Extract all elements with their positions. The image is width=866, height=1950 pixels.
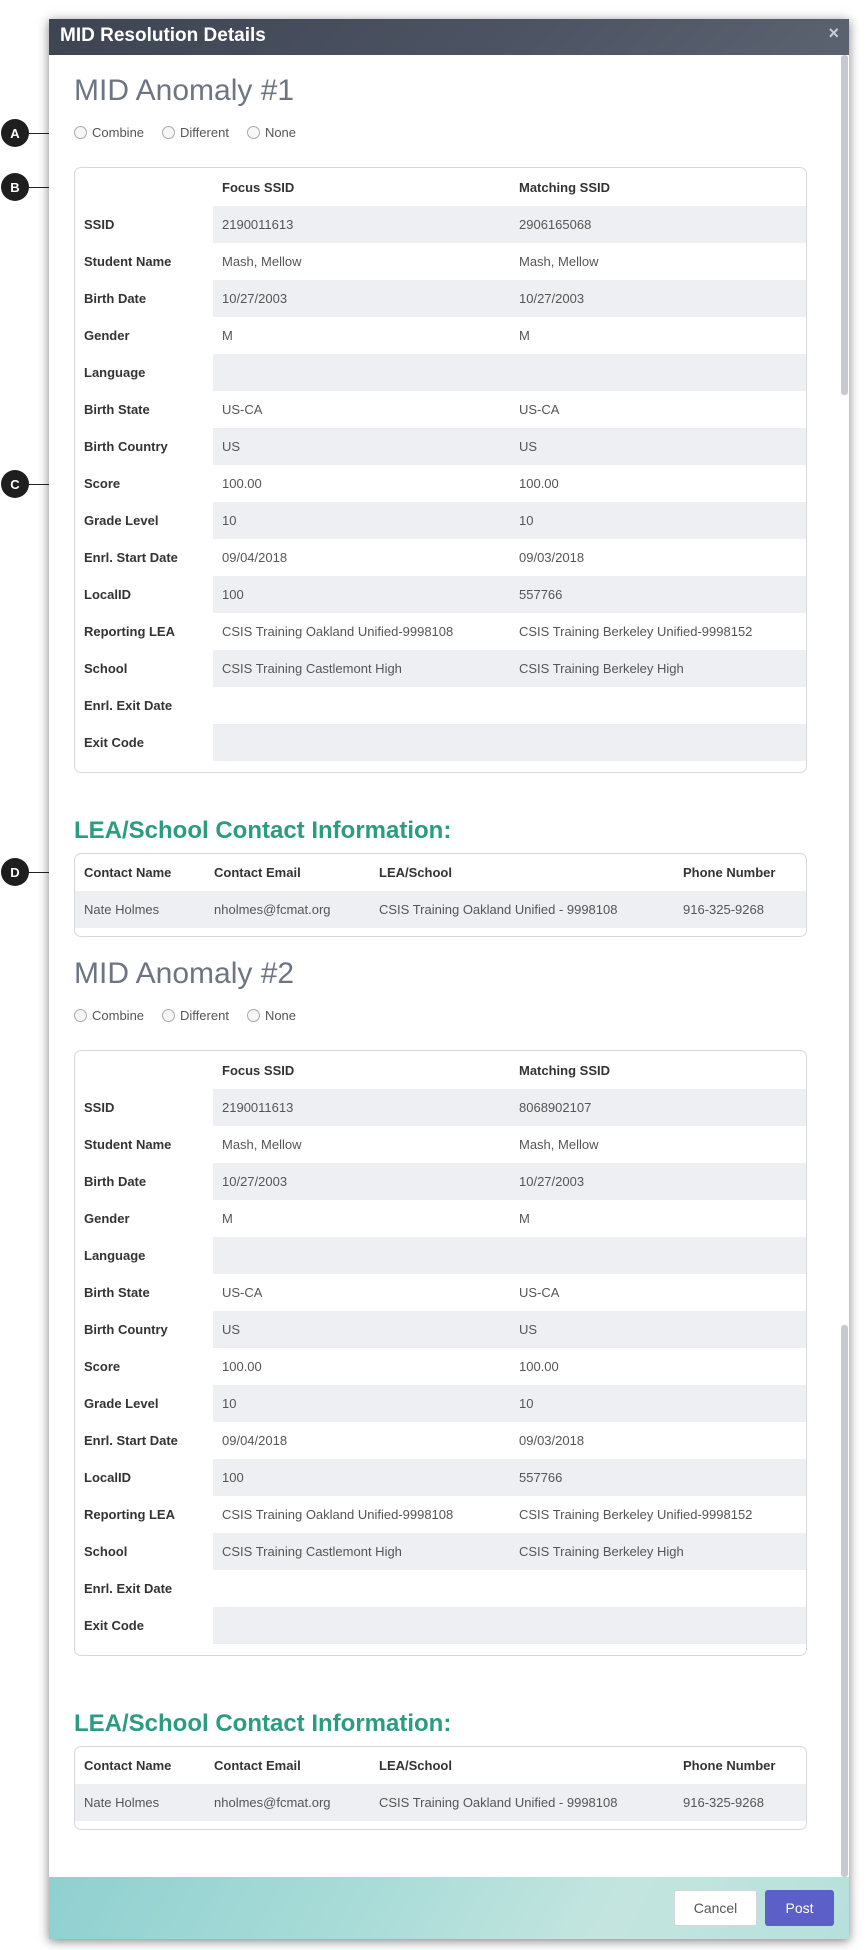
focus-value: 09/04/2018 <box>222 1433 288 1448</box>
table-row <box>75 1126 806 1163</box>
table-header-row <box>75 169 806 206</box>
matching-value <box>510 1570 806 1607</box>
row-label: Student Name <box>84 1137 172 1152</box>
row-label: Gender <box>84 1211 130 1226</box>
focus-value <box>213 1607 510 1644</box>
matching-value: 10/27/2003 <box>510 1163 806 1200</box>
table-row <box>75 1311 806 1348</box>
focus-value <box>213 687 510 724</box>
row-label: Birth State <box>84 402 150 417</box>
matching-value <box>510 354 806 391</box>
contact-lea-school: CSIS Training Oakland Unified - 9998108 <box>370 891 674 928</box>
anomaly-1-contact-title: LEA/School Contact Information: <box>74 817 452 844</box>
contact-email: nholmes@fcmat.org <box>205 891 370 928</box>
row-label: Birth Date <box>84 1174 147 1189</box>
table-row <box>75 354 806 391</box>
row-label: Birth Country <box>84 439 168 454</box>
radio-circle[interactable] <box>74 126 87 139</box>
matching-value: CSIS Training Berkeley High <box>510 1533 806 1570</box>
table-row <box>75 1163 806 1200</box>
contact-name-header: Contact Name <box>84 865 172 880</box>
radio-label: Different <box>180 125 229 140</box>
table-row <box>75 243 806 280</box>
focus-value: 100 <box>213 576 510 613</box>
table-row <box>75 1422 806 1459</box>
post-button[interactable]: Post <box>765 1890 834 1926</box>
close-icon[interactable]: × <box>828 23 839 43</box>
focus-value: US-CA <box>222 402 263 417</box>
row-label: Language <box>84 1248 146 1263</box>
matching-value: 100.00 <box>519 1359 559 1374</box>
matching-value: M <box>519 328 530 343</box>
matching-value: US <box>510 1311 806 1348</box>
focus-value: 10/27/2003 <box>213 280 510 317</box>
radio-circle[interactable] <box>247 1009 260 1022</box>
focus-value: 2190011613 <box>213 206 510 243</box>
focus-value <box>213 1570 510 1607</box>
matching-value: 557766 <box>510 1459 806 1496</box>
focus-value <box>213 1237 510 1274</box>
radio-combine[interactable] <box>74 125 144 140</box>
radio-different[interactable] <box>162 125 229 140</box>
table-row <box>75 1348 806 1385</box>
table-row <box>75 280 806 317</box>
table-row <box>75 687 806 724</box>
table-row <box>75 428 806 465</box>
table-row <box>75 317 806 354</box>
row-label: Enrl. Start Date <box>84 550 178 565</box>
radio-label: Combine <box>92 1008 145 1023</box>
scrollbar-thumb-top[interactable] <box>841 55 848 395</box>
focus-value: CSIS Training Oakland Unified-9998108 <box>222 624 454 639</box>
row-label: Reporting LEA <box>84 624 175 639</box>
focus-ssid-header: Focus SSID <box>222 180 295 195</box>
contact-email-header: Contact Email <box>214 865 301 880</box>
table-row <box>75 650 806 687</box>
matching-value: Mash, Mellow <box>519 254 599 269</box>
focus-value: 09/04/2018 <box>222 550 288 565</box>
row-label: Birth State <box>84 1285 150 1300</box>
row-label: LocalID <box>84 587 131 602</box>
table-row <box>75 1089 806 1126</box>
focus-value: Mash, Mellow <box>222 1137 302 1152</box>
matching-value <box>510 1607 806 1644</box>
table-row <box>75 1607 806 1644</box>
row-label: Reporting LEA <box>84 1507 175 1522</box>
radio-label: None <box>264 1008 297 1023</box>
anomaly-2-contact-table <box>75 1747 806 1821</box>
modal-title: MID Resolution Details <box>60 25 266 46</box>
anomaly-1-resolution-options <box>74 125 314 140</box>
matching-value: 10 <box>510 1385 806 1422</box>
row-label: LocalID <box>84 1470 131 1485</box>
row-label: Enrl. Start Date <box>84 1433 178 1448</box>
matching-value <box>510 1237 806 1274</box>
focus-value: 10 <box>213 502 510 539</box>
row-label: Score <box>84 1359 121 1374</box>
radio-different[interactable] <box>162 1008 229 1023</box>
focus-value: 10/27/2003 <box>213 1163 510 1200</box>
contact-row <box>75 891 806 928</box>
contact-email-header: Contact Email <box>214 1758 301 1773</box>
modal-footer <box>49 1877 849 1939</box>
matching-value: 09/03/2018 <box>519 1433 585 1448</box>
row-label: SSID <box>84 217 115 232</box>
focus-value: 100 <box>213 1459 510 1496</box>
anomaly-2-contact-title: LEA/School Contact Information: <box>74 1710 452 1737</box>
matching-value: 8068902107 <box>510 1089 806 1126</box>
matching-value: 09/03/2018 <box>519 550 585 565</box>
focus-value: CSIS Training Castlemont High <box>213 1533 510 1570</box>
matching-value: 10/27/2003 <box>510 280 806 317</box>
focus-value: 10 <box>213 1385 510 1422</box>
scrollbar-thumb-bottom[interactable] <box>841 1325 848 1877</box>
modal-header <box>49 19 849 55</box>
table-row <box>75 1459 806 1496</box>
matching-value: 557766 <box>510 576 806 613</box>
table-row <box>75 1200 806 1237</box>
matching-ssid-header: Matching SSID <box>519 1063 611 1078</box>
anomaly-2-resolution-options <box>74 1008 314 1023</box>
row-label: Student Name <box>84 254 172 269</box>
contact-phone: 916-325-9268 <box>674 1784 806 1821</box>
focus-value <box>213 724 510 761</box>
radio-circle[interactable] <box>162 126 175 139</box>
table-row <box>75 206 806 243</box>
matching-value: M <box>519 1211 530 1226</box>
radio-label: Different <box>180 1008 229 1023</box>
row-label: Enrl. Exit Date <box>84 1581 173 1596</box>
table-row <box>75 1237 806 1274</box>
focus-value: CSIS Training Castlemont High <box>213 650 510 687</box>
anomaly-1-contact-card <box>74 853 807 937</box>
focus-value: M <box>222 328 233 343</box>
callout-marker-b: B <box>1 173 29 201</box>
contact-name: Nate Holmes <box>75 891 205 928</box>
matching-value: US-CA <box>519 402 560 417</box>
radio-circle[interactable] <box>74 1009 87 1022</box>
anomaly-1-comparison-table <box>75 169 806 761</box>
lea-school-header: LEA/School <box>379 1758 452 1773</box>
matching-value <box>510 724 806 761</box>
table-row <box>75 1496 806 1533</box>
row-label: School <box>84 1544 128 1559</box>
contact-phone: 916-325-9268 <box>674 891 806 928</box>
label-column-header <box>75 1052 213 1089</box>
contact-header-row <box>75 854 806 891</box>
contact-lea-school: CSIS Training Oakland Unified - 9998108 <box>370 1784 674 1821</box>
anomaly-1-comparison-card <box>74 167 807 773</box>
table-row <box>75 1570 806 1607</box>
radio-combine[interactable] <box>74 1008 144 1023</box>
contact-name-header: Contact Name <box>84 1758 172 1773</box>
anomaly-1-title: MID Anomaly #1 <box>74 74 295 107</box>
row-label: School <box>84 661 128 676</box>
cancel-button[interactable]: Cancel <box>674 1890 757 1926</box>
contact-email: nholmes@fcmat.org <box>205 1784 370 1821</box>
row-label: Language <box>84 365 146 380</box>
matching-value: CSIS Training Berkeley High <box>510 650 806 687</box>
phone-number-header: Phone Number <box>683 865 776 880</box>
radio-label: None <box>264 125 297 140</box>
matching-value: 10 <box>510 502 806 539</box>
table-header-row <box>75 1052 806 1089</box>
radio-label: Combine <box>92 125 145 140</box>
row-label: Birth Country <box>84 1322 168 1337</box>
table-row <box>75 613 806 650</box>
focus-value: 100.00 <box>222 1359 262 1374</box>
focus-value: US-CA <box>222 1285 263 1300</box>
table-row <box>75 1385 806 1422</box>
contact-row <box>75 1784 806 1821</box>
table-row <box>75 502 806 539</box>
matching-value: CSIS Training Berkeley Unified-9998152 <box>519 1507 753 1522</box>
matching-ssid-header: Matching SSID <box>519 180 611 195</box>
matching-value: CSIS Training Berkeley Unified-9998152 <box>519 624 753 639</box>
focus-value: CSIS Training Oakland Unified-9998108 <box>222 1507 454 1522</box>
contact-header-row <box>75 1747 806 1784</box>
table-row <box>75 576 806 613</box>
row-label: Score <box>84 476 121 491</box>
mid-resolution-modal <box>49 19 849 1939</box>
focus-value: US <box>213 1311 510 1348</box>
row-label: Gender <box>84 328 130 343</box>
matching-value: US <box>510 428 806 465</box>
focus-value: 2190011613 <box>213 1089 510 1126</box>
radio-circle[interactable] <box>247 126 260 139</box>
anomaly-2-contact-card <box>74 1746 807 1830</box>
row-label: Enrl. Exit Date <box>84 698 173 713</box>
callout-marker-a: A <box>1 119 29 147</box>
focus-value: 100.00 <box>222 476 262 491</box>
focus-value: US <box>213 428 510 465</box>
anomaly-2-comparison-table <box>75 1052 806 1644</box>
row-label: SSID <box>84 1100 115 1115</box>
focus-value <box>213 354 510 391</box>
table-row <box>75 724 806 761</box>
scrollbar[interactable] <box>840 55 849 1877</box>
focus-ssid-header: Focus SSID <box>222 1063 295 1078</box>
matching-value <box>510 687 806 724</box>
anomaly-1-contact-table <box>75 854 806 928</box>
callout-marker-c: C <box>1 470 29 498</box>
table-row <box>75 1533 806 1570</box>
row-label: Birth Date <box>84 291 147 306</box>
row-label: Exit Code <box>84 735 144 750</box>
lea-school-header: LEA/School <box>379 865 452 880</box>
anomaly-2-comparison-card <box>74 1050 807 1656</box>
contact-name: Nate Holmes <box>75 1784 205 1821</box>
row-label: Exit Code <box>84 1618 144 1633</box>
table-row <box>75 465 806 502</box>
table-row <box>75 1274 806 1311</box>
row-label: Grade Level <box>84 1396 159 1411</box>
matching-value: 2906165068 <box>510 206 806 243</box>
radio-none[interactable] <box>247 125 296 140</box>
row-label: Grade Level <box>84 513 159 528</box>
focus-value: Mash, Mellow <box>222 254 302 269</box>
matching-value: US-CA <box>519 1285 560 1300</box>
radio-circle[interactable] <box>162 1009 175 1022</box>
anomaly-2-title: MID Anomaly #2 <box>74 957 295 990</box>
focus-value: M <box>222 1211 233 1226</box>
phone-number-header: Phone Number <box>683 1758 776 1773</box>
table-row <box>75 539 806 576</box>
matching-value: 100.00 <box>519 476 559 491</box>
label-column-header <box>75 169 213 206</box>
callout-marker-d: D <box>1 858 29 886</box>
radio-none[interactable] <box>247 1008 296 1023</box>
table-row <box>75 391 806 428</box>
matching-value: Mash, Mellow <box>519 1137 599 1152</box>
